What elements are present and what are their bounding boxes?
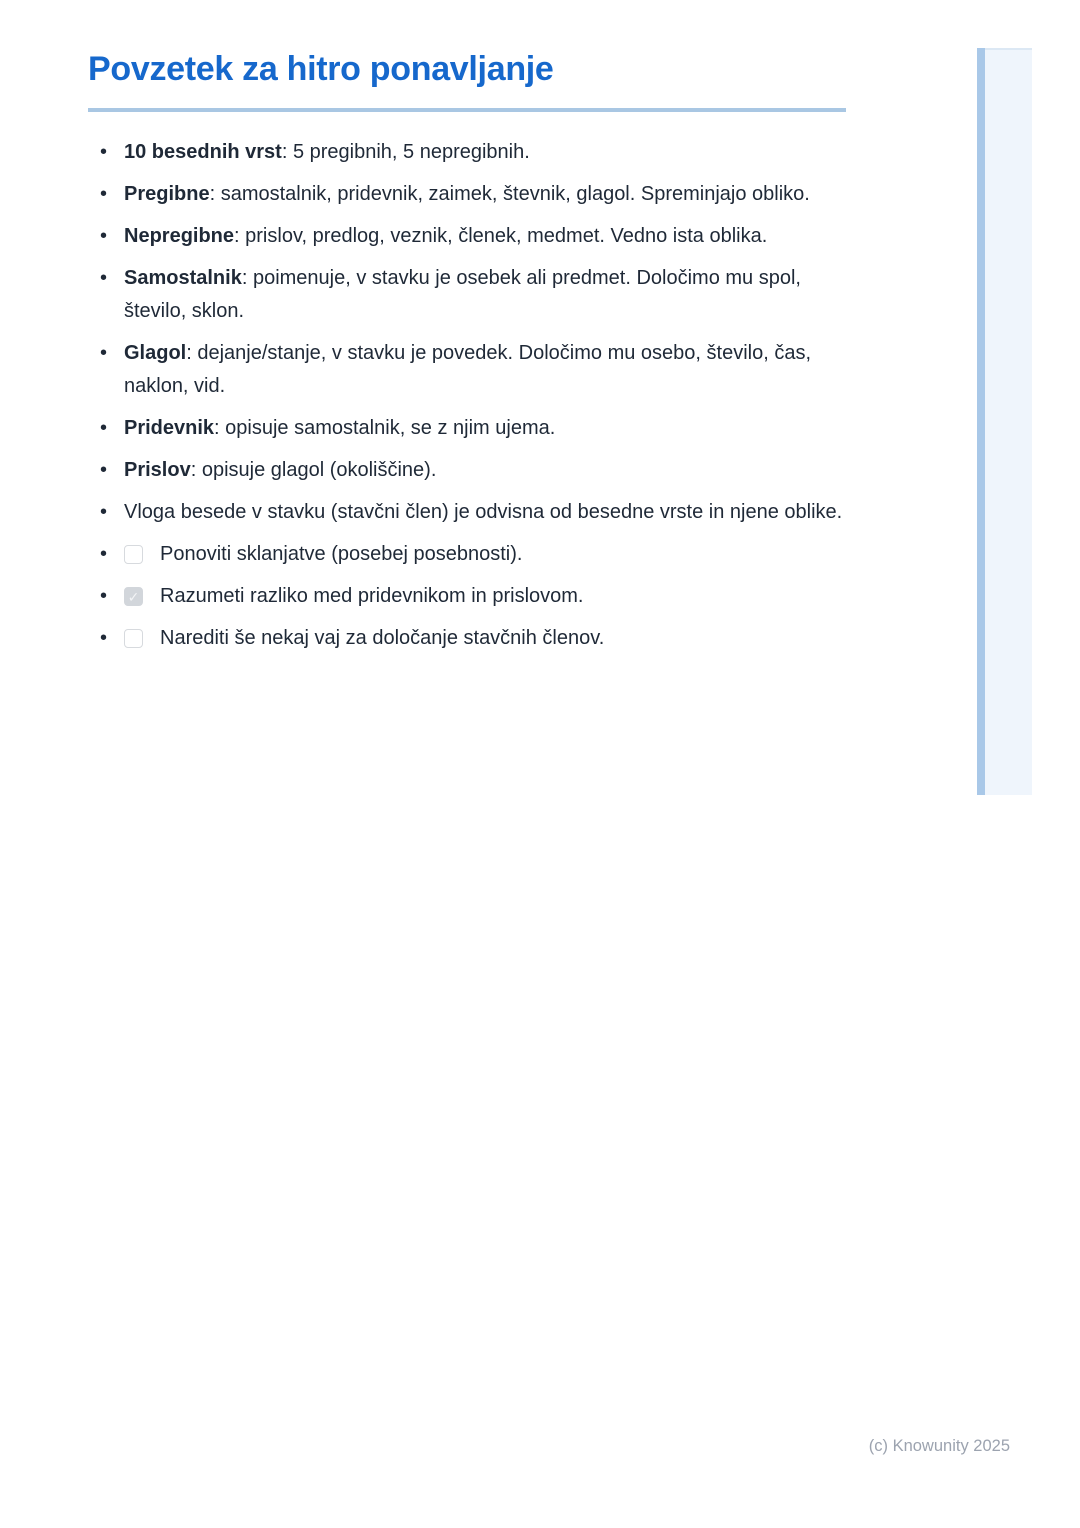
item-text: : opisuje glagol (okoliščine). [190,459,437,481]
list-item [88,337,846,403]
item-text: Razumeti razliko med pridevnikom in prislovom. [160,585,584,607]
side-panel [985,48,1032,795]
task-item [88,580,846,613]
bullet-marker-icon: • [100,417,108,439]
item-text: : poimenuje, v stavku je osebek ali predmet. Določimo mu spol, število, sklon. [124,267,801,322]
item-content [124,262,846,328]
list-item [88,454,846,487]
item-bold-label: Glagol [124,342,187,364]
item-bold-label: Pregibne [124,183,210,205]
item-content [124,538,846,571]
item-text: : 5 pregibnih, 5 nepregibnih. [281,141,530,163]
item-content [124,622,846,655]
item-content [124,337,846,403]
bullet-marker-icon: • [100,342,108,364]
item-content [124,496,846,529]
checkbox-unchecked[interactable] [124,629,143,648]
list-item [88,496,846,529]
item-text: : prislov, predlog, veznik, členek, medmet. Vedno ista oblika. [234,225,768,247]
item-text: : samostalnik, pridevnik, zaimek, števnik, glagol. Spreminjajo obliko. [209,183,810,205]
item-text: : dejanje/stanje, v stavku je povedek. Določimo mu osebo, število, čas, naklon, vid. [124,342,811,397]
bullet-marker-icon: • [100,585,108,607]
item-content [124,454,846,487]
task-item [88,622,846,655]
item-content [124,220,846,253]
copyright-text: (c) Knowunity 2025 [868,1437,1010,1455]
summary-list [88,136,846,655]
bullet-marker-icon: • [100,543,108,565]
title-divider [88,108,846,112]
bullet-marker-icon: • [100,183,108,205]
bullet-marker-icon: • [100,627,108,649]
item-text: Ponoviti sklanjatve (posebej posebnosti). [160,543,523,565]
item-content [124,580,846,613]
list-item [88,412,846,445]
list-item [88,178,846,211]
bullet-marker-icon: • [100,267,108,289]
checkbox-checked[interactable] [124,587,143,606]
bullet-marker-icon: • [100,459,108,481]
item-text: : opisuje samostalnik, se z njim ujema. [214,417,556,439]
item-bold-label: Pridevnik [124,417,215,439]
item-bold-label: Prislov [124,459,191,481]
bullet-marker-icon: • [100,141,108,163]
page-title: Povzetek za hitro ponavljanje [88,50,554,88]
item-content [124,412,846,445]
bullet-marker-icon: • [100,501,108,523]
scrollbar-thumb[interactable] [977,48,985,795]
checkbox-unchecked[interactable] [124,545,143,564]
item-bold-label: Nepregibne [124,225,235,247]
item-content [124,178,846,211]
item-text: Narediti še nekaj vaj za določanje stavčnih členov. [160,627,605,649]
bullet-marker-icon: • [100,225,108,247]
list-item [88,220,846,253]
list-item [88,136,846,169]
task-item [88,538,846,571]
check-icon: ✓ [127,588,140,605]
item-bold-label: 10 besednih vrst [124,141,282,163]
item-content [124,136,846,169]
list-item [88,262,846,328]
item-bold-label: Samostalnik [124,267,242,289]
item-text: Vloga besede v stavku (stavčni člen) je odvisna od besedne vrste in njene oblike. [124,501,843,523]
note-content [88,48,846,664]
